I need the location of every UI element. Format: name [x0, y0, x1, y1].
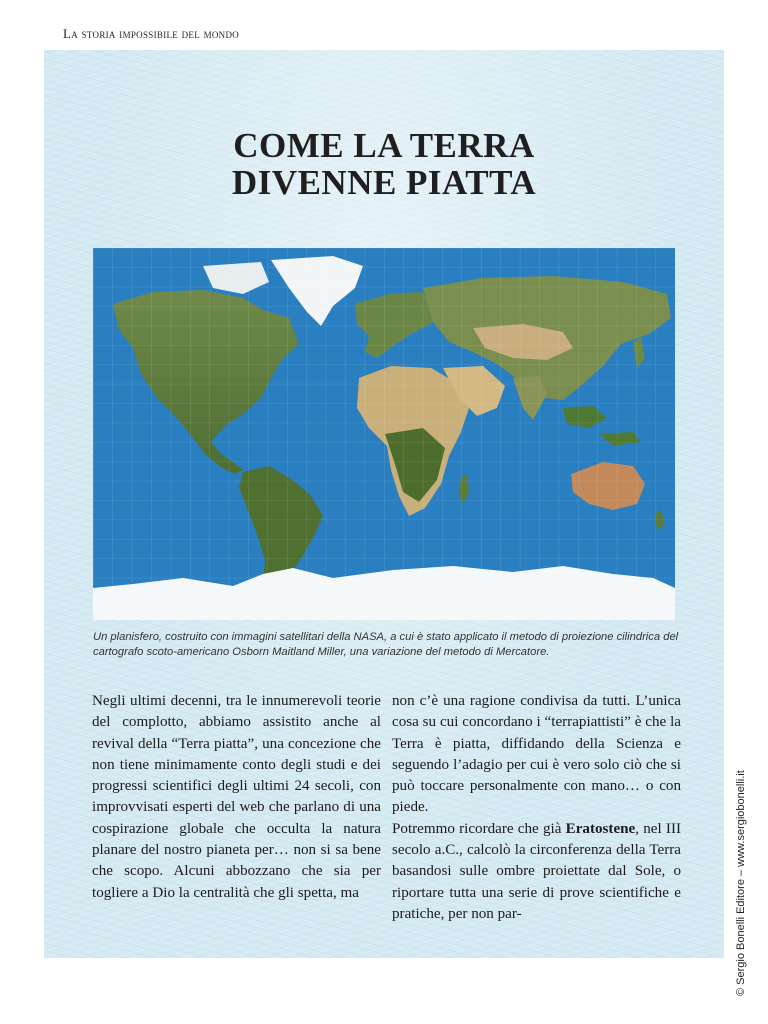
body-text: Potremmo ricordare che già [392, 820, 566, 837]
title-line-1: COME LA TERRA [233, 126, 535, 166]
body-text: , nel III secolo a.C., calcolò la circonferenza della Terra basandosi sulle ombre proiettate dal Sole, o riportare tutta una serie di prove scientifiche e pratiche, per non par- [392, 820, 681, 922]
side-credit: © Sergio Bonelli Editore – www.sergiobonelli.it [735, 770, 747, 996]
running-head: La storia impossibile del mondo [63, 26, 240, 41]
body-paragraph: Negli ultimi decenni, tra le innumerevoli teorie del complotto, abbiamo assistito anche al revival della “Terra piatta”, una concezione che non tiene minimamente conto degli studi e dei progressi scientifici degli ultimi 24 secoli, con improvvisati esperti del web che parlano di una cospirazione globale che occulta la natura planare del nostro pianeta per… non si sa bene che scopo. Alcuni abbozzano che sia per togliere a Dio la centralità che gli spetta, ma [92, 693, 381, 901]
map-caption: Un planisfero, costruito con immagini satellitari della NASA, a cui è stato applicato il metodo di proiezione cilindrica del cartografo scoto-americano Osborn Maitland Miller, una variazione del metodo di Mercatore. [93, 631, 679, 658]
title-line-2: DIVENNE PIATTA [231, 163, 537, 203]
article-title [44, 127, 724, 201]
body-paragraph [392, 819, 681, 925]
body-paragraph: non c’è una ragione condivisa da tutti. L’unica cosa su cui concordano i “terrapiattisti” è che la Terra è piatta, diffidando della Scienza e seguendo l’adagio per cui è vero solo ciò che si può toccare personalmente con mano… o con piede. [392, 693, 681, 816]
bold-name-eratostene: Eratostene [565, 820, 636, 837]
body-column-left [92, 691, 381, 904]
world-map-graphic [93, 248, 675, 620]
world-map-image [93, 248, 675, 620]
graticule [93, 248, 675, 620]
article-panel [44, 50, 724, 958]
body-column-right [392, 691, 681, 925]
